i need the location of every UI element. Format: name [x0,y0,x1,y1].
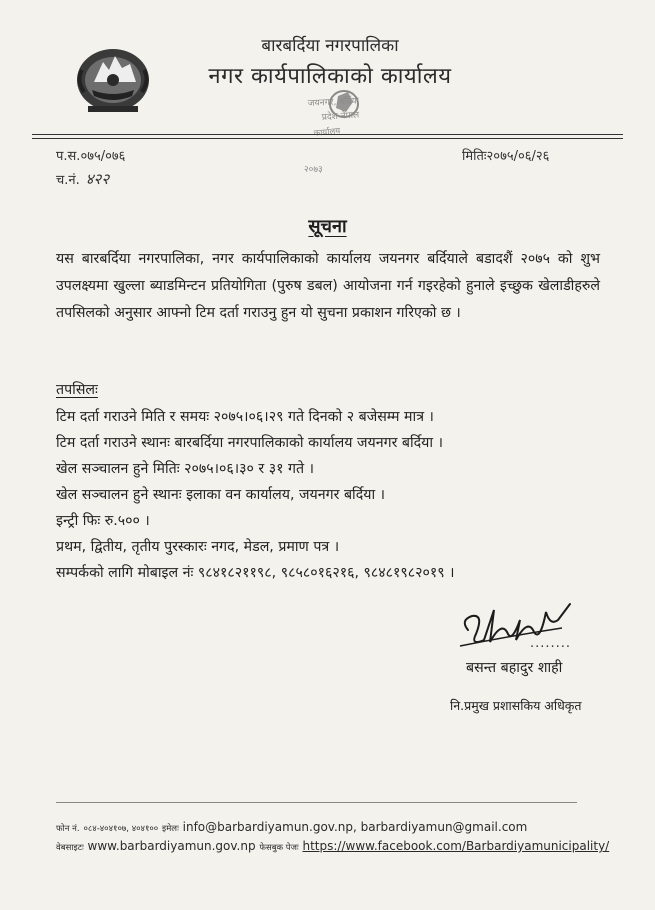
header-divider [32,134,623,135]
details-item: खेल सञ्चालन हुने स्थानः इलाका वन कार्यालय, जयनगर बर्दिया । [56,487,386,503]
cn-label: च.नं. [56,173,80,188]
details-item: इन्ट्री फिः रु.५०० । [56,513,150,529]
facebook-label: फेसबुक पेजः [259,843,299,853]
details-item: प्रथम, द्वितीय, तृतीय पुरस्कारः नगद, मेडल, प्रमाण पत्र । [56,539,340,555]
details-item: टिम दर्ता गराउने मिति र समयः २०७५।०६।२९ गते दिनको २ बजेसम्म मात्र । [56,409,434,425]
stamp-line-4: २०७३ [304,165,323,175]
facebook-link[interactable]: https://www.facebook.com/Barbardiyamunicipality/ [302,839,610,853]
details-heading: तपसिलः [56,382,98,398]
reference-ps [56,146,125,164]
ps-label: प.स. [56,149,81,164]
signatory-title: नि.प्रमुख प्रशासकिय अधिकृत [450,698,582,713]
stamp-line-1: जयनगर, बर्दिया [307,96,360,109]
signatory-name: बसन्त बहादुर शाही [466,660,563,676]
details-item: सम्पर्कको लागि मोबाइल नंः ९८४१८२११९८, ९८५८०१६२१६, ९८४८१९८२०१९ । [56,565,455,581]
email-value[interactable]: info@barbardiyamun.gov.np, barbardiyamun@gmail.com [182,820,528,834]
header-divider-thin [32,138,623,139]
date-value: २०७५/०६/२६ [486,149,550,164]
reference-date [462,146,549,164]
website-value[interactable]: www.barbardiyamun.gov.np [87,839,256,853]
signature-dots: ........ [530,636,572,651]
cn-value: ४२२ [85,170,110,188]
footer-divider [56,802,577,803]
website-label: वेबसाइटः [56,843,84,853]
notice-title: सूचना [308,216,347,237]
stamp-line-2: प्रदेश नेपाल [321,110,360,123]
notice-body: यस बारबर्दिया नगरपालिका, नगर कार्यपालिकाको कार्यालय जयनगर बर्दियाले बडादशैं २०७५ को शुभ उपलक्ष्यमा खुल्ला ब्याडमिन्टन प्रतियोगिता (पुरुष डबल) आयोजना गर्न गइरहेको हुनाले इच्छुक खेलाडीहरुले तपसिलको अनुसार आफ्नो टिम दर्ता गराउनु हुन यो सुचना प्रकाशन गरिएको छ । [56,251,600,321]
details-list [56,404,616,586]
phone-label: फोन नं. [56,824,80,834]
email-label: इमेलः [162,824,179,834]
phone-value: ०८४-४०४१०७, ४०४१०० [83,824,159,834]
date-label: मितिः [462,149,487,164]
ps-value: ०७५/०७६ [80,149,126,164]
notice-title-row [0,214,655,238]
details-item: खेल सञ्चालन हुने मितिः २०७५।०६।३० र ३१ गते । [56,461,314,477]
footer-web-line [56,839,609,853]
municipality-name: बारबर्दिया नगरपालिका [261,36,399,56]
stamp-line-3: कार्यालय [313,126,341,139]
footer-contact-line [56,820,527,834]
office-name: नगर कार्यपालिकाको कार्यालय [208,64,452,89]
nepal-emblem-logo [70,40,156,116]
details-item: टिम दर्ता गराउने स्थानः बारबर्दिया नगरपालिकाको कार्यालय जयनगर बर्दिया । [56,435,443,451]
reference-cn [56,169,109,189]
